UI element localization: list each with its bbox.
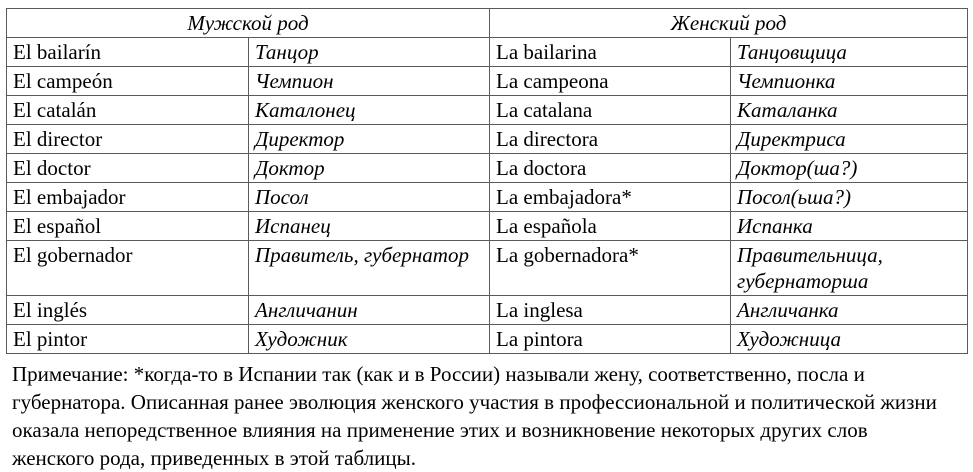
table-row	[7, 125, 968, 154]
feminine-spanish-cell: La española	[490, 212, 731, 241]
header-feminine: Женский род	[490, 9, 968, 38]
masculine-russian-cell: Танцор	[249, 38, 490, 67]
masculine-spanish-cell: El pintor	[7, 325, 249, 354]
masculine-spanish-cell: El español	[7, 212, 249, 241]
feminine-russian-cell: Чемпионка	[731, 67, 968, 96]
masculine-spanish-cell: El catalán	[7, 96, 249, 125]
table-row	[7, 67, 968, 96]
masculine-russian-cell: Каталонец	[249, 96, 490, 125]
feminine-spanish-cell: La pintora	[490, 325, 731, 354]
masculine-russian-cell: Посол	[249, 183, 490, 212]
header-masculine: Мужской род	[7, 9, 490, 38]
feminine-russian-cell: Художница	[731, 325, 968, 354]
masculine-spanish-cell: El bailarín	[7, 38, 249, 67]
feminine-spanish-cell: La campeona	[490, 67, 731, 96]
feminine-spanish-cell: La catalana	[490, 96, 731, 125]
table-row	[7, 96, 968, 125]
feminine-spanish-cell: La gobernadora*	[490, 241, 731, 296]
table-row	[7, 154, 968, 183]
feminine-spanish-cell: La inglesa	[490, 296, 731, 325]
table-row	[7, 38, 968, 67]
table-row	[7, 241, 968, 296]
footnote-paragraph: Примечание: *когда-то в Испании так (как и в России) называли жену, соответственно, посла и губернатора. Описанная ранее эволюция женского участия в профессиональной и политической жизни оказала непоредственное влияния на применение этих и возникновение некоторых других слов женского рода, приведенных в этой таблицы.	[12, 362, 937, 470]
feminine-russian-cell: Доктор(ша?)	[731, 154, 968, 183]
feminine-russian-cell: Танцовщица	[731, 38, 968, 67]
feminine-russian-cell: Англичанка	[731, 296, 968, 325]
masculine-russian-cell: Доктор	[249, 154, 490, 183]
masculine-spanish-cell: El director	[7, 125, 249, 154]
masculine-russian-cell: Чемпион	[249, 67, 490, 96]
table-row	[7, 325, 968, 354]
masculine-spanish-cell: El doctor	[7, 154, 249, 183]
table-body	[7, 38, 968, 354]
feminine-spanish-cell: La bailarina	[490, 38, 731, 67]
masculine-russian-cell: Англичанин	[249, 296, 490, 325]
masculine-russian-cell: Директор	[249, 125, 490, 154]
gender-vocabulary-table	[6, 8, 968, 354]
feminine-russian-cell: Каталанка	[731, 96, 968, 125]
masculine-spanish-cell: El embajador	[7, 183, 249, 212]
feminine-russian-cell: Испанка	[731, 212, 968, 241]
table-row	[7, 296, 968, 325]
feminine-spanish-cell: La doctora	[490, 154, 731, 183]
document-page	[6, 8, 967, 472]
masculine-spanish-cell: El campeón	[7, 67, 249, 96]
feminine-russian-cell: Директриса	[731, 125, 968, 154]
masculine-russian-cell: Правитель, губернатор	[249, 241, 490, 296]
feminine-russian-cell: Посол(ьша?)	[731, 183, 968, 212]
masculine-russian-cell: Испанец	[249, 212, 490, 241]
masculine-russian-cell: Художник	[249, 325, 490, 354]
table-row	[7, 183, 968, 212]
feminine-spanish-cell: La embajadora*	[490, 183, 731, 212]
table-row	[7, 212, 968, 241]
feminine-spanish-cell: La directora	[490, 125, 731, 154]
table-header-row	[7, 9, 968, 38]
masculine-spanish-cell: El inglés	[7, 296, 249, 325]
masculine-spanish-cell: El gobernador	[7, 241, 249, 296]
feminine-russian-cell: Правительница, губернаторша	[731, 241, 968, 296]
